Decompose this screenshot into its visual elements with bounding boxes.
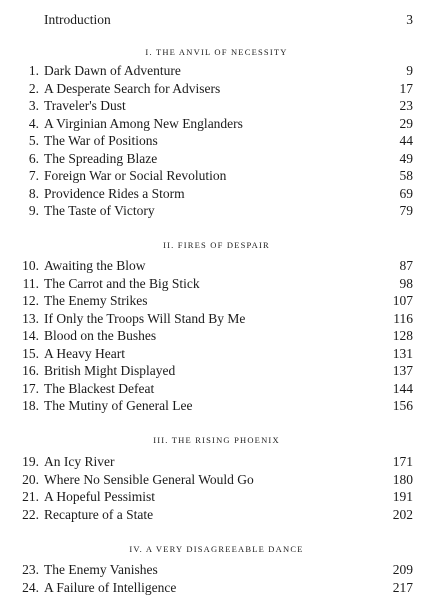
entry-page: 17 (399, 80, 413, 96)
entry-title: If Only the Troops Will Stand By Me (44, 310, 246, 326)
entry-title: A Heavy Heart (44, 345, 125, 361)
entry-title: British Might Displayed (44, 363, 176, 378)
entry-page: 144 (392, 380, 413, 396)
entry-number: 11. (22, 275, 39, 291)
entry-title: The Enemy Strikes (44, 293, 148, 308)
entry-title: A Hopeful Pessimist (44, 489, 156, 504)
toc-row[interactable] (0, 97, 433, 115)
entry-number: 8. (28, 185, 39, 201)
part-heading: IV. A VERY DISAGREEABLE DANCE (129, 544, 304, 554)
entry-page: 98 (399, 275, 413, 291)
entry-number: 5. (28, 133, 39, 148)
entry-title: Blood on the Bushes (44, 328, 157, 343)
entry-page: 69 (399, 185, 413, 201)
entry-page: 171 (392, 454, 413, 469)
entry-page: 49 (399, 150, 413, 166)
entry-title: Recapture of a State (44, 506, 154, 522)
part-heading: I. THE ANVIL OF NECESSITY (145, 47, 288, 57)
toc-row[interactable] (0, 202, 433, 220)
entry-page: 87 (399, 258, 413, 273)
entry-number: 19. (22, 454, 39, 469)
toc-row[interactable] (0, 345, 433, 363)
toc-row[interactable] (0, 362, 433, 380)
entry-number: 23. (22, 562, 39, 577)
entry-title: Foreign War or Social Revolution (44, 168, 227, 183)
entry-number: 10. (22, 258, 39, 273)
toc-row[interactable] (0, 185, 433, 203)
toc-row[interactable] (0, 453, 433, 471)
entry-title: The Blackest Defeat (44, 380, 155, 396)
entry-page: 23 (399, 98, 413, 113)
entry-number: 1. (28, 63, 39, 78)
entry-number: 12. (22, 293, 39, 308)
entry-title: The Spreading Blaze (44, 150, 158, 166)
entry-title: The Mutiny of General Lee (44, 398, 193, 413)
entry-page: 29 (399, 115, 413, 131)
entry-number: 9. (28, 203, 39, 218)
toc-row[interactable] (0, 257, 433, 275)
entry-title: A Failure of Intelligence (44, 579, 177, 595)
entry-page: 3 (406, 12, 413, 27)
entry-page: 58 (399, 168, 413, 183)
entry-title: A Virginian Among New Englanders (44, 115, 243, 131)
entry-page: 9 (406, 63, 413, 78)
toc-row[interactable] (0, 132, 433, 150)
entry-title: The Carrot and the Big Stick (44, 275, 200, 291)
toc-row[interactable] (0, 471, 433, 489)
entry-page: 202 (392, 506, 413, 522)
entry-page: 191 (392, 489, 413, 504)
entry-page: 128 (392, 328, 413, 343)
entry-title: Dark Dawn of Adventure (44, 63, 181, 78)
toc-introduction-row[interactable] (0, 11, 433, 29)
entry-number: 15. (22, 345, 39, 361)
entry-page: 180 (392, 471, 413, 487)
toc-row[interactable] (0, 397, 433, 415)
entry-number: 16. (22, 363, 39, 378)
entry-title: The War of Positions (44, 133, 158, 148)
toc-row[interactable] (0, 292, 433, 310)
toc-row[interactable] (0, 579, 433, 597)
entry-title: Traveler's Dust (44, 98, 126, 113)
entry-number: 4. (28, 115, 39, 131)
part-heading: II. FIRES OF DESPAIR (163, 240, 270, 250)
entry-title: Introduction (44, 12, 111, 27)
toc-row[interactable] (0, 275, 433, 293)
toc-row[interactable] (0, 327, 433, 345)
entry-number: 6. (28, 150, 39, 166)
entry-page: 44 (399, 133, 413, 148)
toc-row[interactable] (0, 150, 433, 168)
entry-page: 156 (392, 398, 413, 413)
toc-row[interactable] (0, 310, 433, 328)
entry-number: 17. (22, 380, 39, 396)
entry-page: 116 (393, 310, 413, 326)
entry-page: 131 (392, 345, 413, 361)
entry-page: 209 (392, 562, 413, 577)
entry-number: 22. (22, 506, 39, 522)
entry-number: 3. (28, 98, 39, 113)
toc-row[interactable] (0, 506, 433, 524)
entry-page: 217 (392, 579, 413, 595)
toc-row[interactable] (0, 62, 433, 80)
entry-number: 7. (28, 168, 39, 183)
entry-title: Providence Rides a Storm (44, 185, 185, 201)
entry-number: 20. (22, 471, 39, 487)
entry-title: An Icy River (44, 454, 115, 469)
entry-number: 2. (28, 80, 39, 96)
entry-title: Where No Sensible General Would Go (44, 471, 254, 487)
entry-page: 79 (399, 203, 413, 218)
entry-title: The Taste of Victory (44, 203, 155, 218)
toc-row[interactable] (0, 380, 433, 398)
part-heading: III. THE RISING PHOENIX (153, 435, 280, 445)
entry-number: 13. (22, 310, 39, 326)
toc-row[interactable] (0, 167, 433, 185)
entry-number: 24. (22, 579, 39, 595)
toc-row[interactable] (0, 561, 433, 579)
entry-page: 107 (392, 293, 413, 308)
toc-row[interactable] (0, 488, 433, 506)
entry-title: Awaiting the Blow (44, 258, 146, 273)
entry-title: A Desperate Search for Advisers (44, 80, 221, 96)
toc-row[interactable] (0, 80, 433, 98)
entry-number: 21. (22, 489, 39, 504)
entry-number: 14. (22, 328, 39, 343)
entry-page: 137 (392, 363, 413, 378)
entry-number: 18. (22, 398, 39, 413)
entry-title: The Enemy Vanishes (44, 562, 158, 577)
toc-row[interactable] (0, 115, 433, 133)
